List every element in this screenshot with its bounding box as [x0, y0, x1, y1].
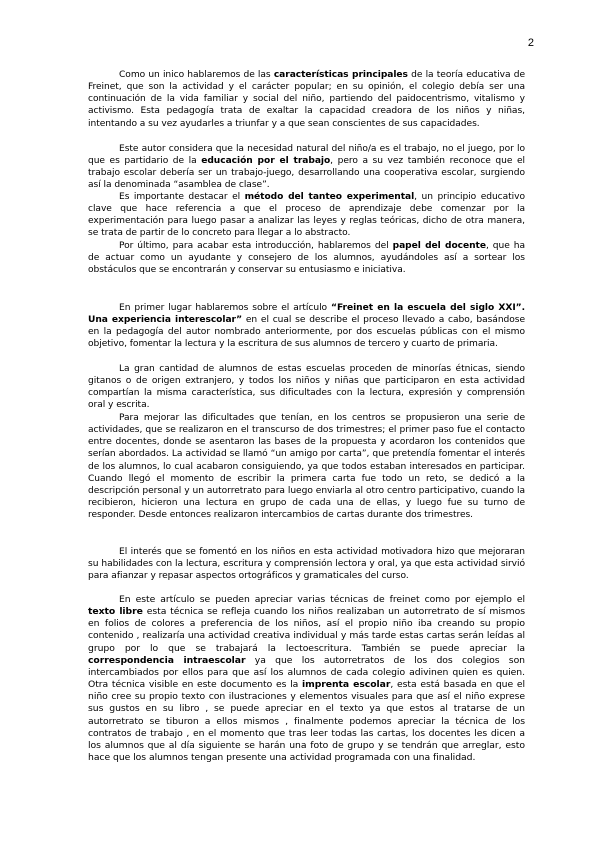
text-run: de la teoría educativa de Freinet, que son la actividad y el carácter popular; en su opinión, el colegio debía ser una continuación de la vida familiar y social del niño, partiendo del paidocentrismo, vitalismo y activismo. Esta pedagogía trata de exaltar la capacidad creadora de los niños y niñas, intentando a su vez ayudarles a triunfar y a que sean conscientes de sus capacidades.	[88, 70, 525, 129]
paragraph-tanteo-experimental	[88, 191, 525, 240]
paragraph-caracteristicas	[88, 69, 525, 130]
text-run: Este autor considera que la necesidad natural del niño/a es el trabajo, no el juego, por lo que es partidario de la	[88, 144, 525, 167]
text-run: Es importante destacar el	[119, 192, 245, 202]
text-run: Como un inico hablaremos de las	[119, 70, 274, 80]
text-run: El interés que se fomentó en los niños en esta actividad motivadora hizo que mejoraran su habilidades con la lectura, escritura y comprensión lectora y oral, ya que esta actividad sirvió para afianzar y repasar aspectos ortográficos y gramaticales del curso.	[88, 547, 525, 582]
text-run: En primer lugar hablaremos sobre el artículo	[119, 303, 332, 313]
paragraph-actividades	[88, 412, 525, 521]
bold-term: correspondencia intraescolar	[88, 654, 246, 666]
bold-term: texto libre	[88, 606, 143, 618]
text-run: ya que los autorretratos de los dos colegios son intercambiados por ellos para que así los alumnos de cada colegio adivinen quien es quien. Otra técnica visible en este documento es la	[88, 654, 525, 691]
text-run: Por último, para acabar esta introducción, hablaremos del	[119, 241, 393, 251]
text-run: En este artículo se pueden apreciar varias técnicas de freinet como por ejemplo el	[119, 594, 525, 605]
bold-term: imprenta escolar	[301, 679, 391, 691]
text-run: esta técnica se refleja cuando los niños realizaban un autorretrato de sí mismos en folios de colores a preferencia de los niños, así el propio niño iba creando su propio contenido , realizaría una actividad creativa individual y más tarde estas cartas serán leídas al grupo por lo que se trabajará la lectoescritura. También se puede apreciar la	[88, 606, 525, 654]
paragraph-interes	[88, 546, 525, 582]
paragraph-tecnicas	[88, 594, 525, 764]
paragraph-papel-docente	[88, 240, 525, 276]
bold-term: método del tanteo experimental	[244, 192, 415, 202]
bold-term: “Freinet en la escuela del siglo XXI”. Una experiencia interescolar”	[88, 303, 526, 326]
text-run: , pero a su vez también reconoce que el trabajo escolar debería ser un trabajo-juego, desarrollando una cooperativa escolar, surgiendo así la denominada “asamblea de clase”.	[88, 156, 525, 191]
paragraph-articulo-freinet	[88, 302, 525, 351]
text-run: Para mejorar las dificultades que tenían, en los centros se propusieron una serie de actividades, que se realizaron en el transcurso de dos trimestres; el primer paso fue el contacto entre docentes, donde se asentaron las bases de la propuesta y acordaron los contenidos que serían abordados. La actividad se llamó “un amigo por carta”, que pretendía fomentar el interés de los alumnos, lo cual acabaron consiguiendo, ya que todos estaban interesados en participar. Cuando llegó el momento de escribir la primera carta fue todo un reto, se dedicó a la descripción personal y un autorretrato para luego enviarla al otro centro participativo, cuando la recibieron, hicieron una lectura en grupo de cada una de ellas, y luego fue su turno de responder. Desde entonces realizaron intercambios de cartas durante dos trimestres.	[88, 413, 525, 521]
bold-term: características principales	[273, 70, 408, 80]
text-run: La gran cantidad de alumnos de estas escuelas proceden de minorías étnicas, siendo gitanos o de origen extranjero, y todos los niños y niñas que participaron en esta actividad compartían la misma característica, sus dificultades con la lectura, expresión y comprensión oral y escrita.	[88, 364, 525, 411]
bold-term: papel del docente	[392, 241, 486, 251]
text-run: en el cual se describe el proceso llevado a cabo, basándose en la pedagogía del autor nombrado anteriormente, por dos escuelas públicas con el mismo objetivo, fomentar la lectura y la escritura de sus alumnos de tercero y cuarto de primaria.	[88, 315, 526, 350]
text-run: , un principio educativo clave que hace referencia a que el proceso de aprendizaje debe comenzar por la experimentación para luego pasar a analizar las leyes y reglas teóricas, dicho de otra manera, se trata de partir de lo concreto para llegar a lo abstracto.	[88, 192, 525, 239]
page-number: 2	[527, 37, 534, 49]
paragraph-alumnos-minorias	[88, 363, 525, 412]
text-run: , esta está basada en que el niño cree su propio texto con ilustraciones y elementos visuales para que así el niño exprese sus gustos en su libro , se puede apreciar en el texto ya que estos al tratarse de un autorretrato se tiburon a ellos mismos , finalmente podemos apreciar la técnica de los contratos de trabajo , en el momento que tras leer todas las cartas, los docentes les dicen a los alumnos que al día siguiente se harán una foto de grupo y se tendrán que arreglar, esto hace que los alumnos tengan presente una actividad programada con una finalidad.	[88, 679, 525, 764]
bold-term: educación por el trabajo	[201, 156, 331, 167]
paragraph-educacion-trabajo	[88, 143, 525, 192]
text-run: , que ha de actuar como un ayudante y consejero de los alumnos, ayudándoles así a sortear los obstáculos que se encontrarán y conservar su entusiasmo e iniciativa.	[88, 241, 525, 276]
